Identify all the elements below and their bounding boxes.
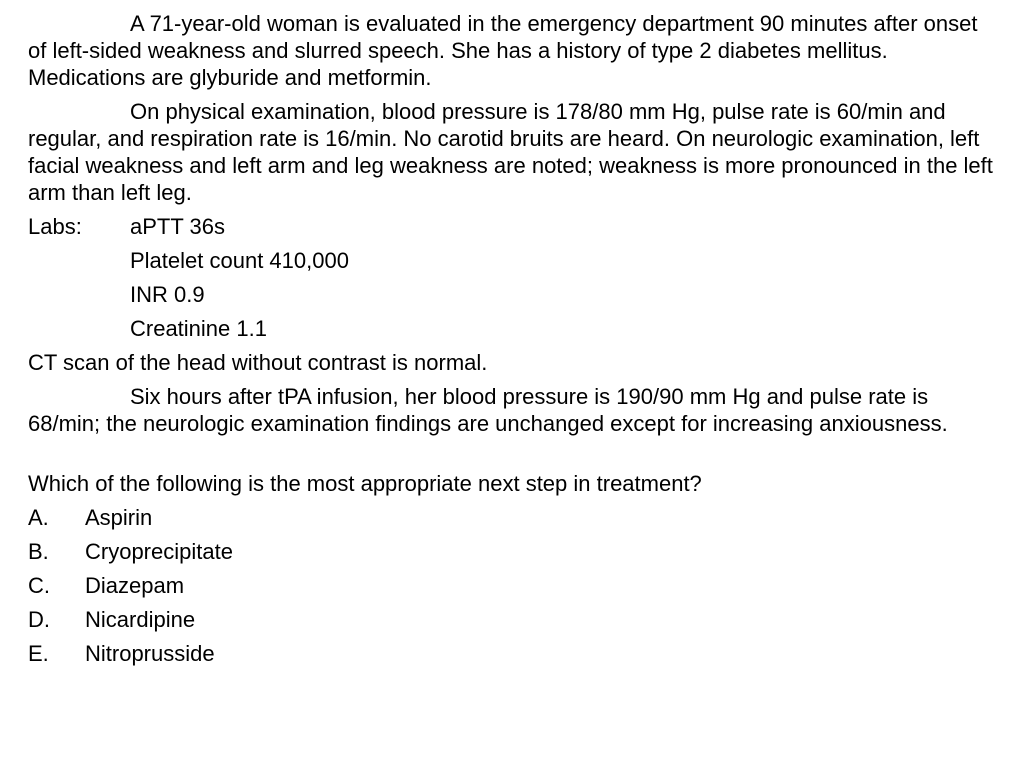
lab-value-creatinine: Creatinine 1.1: [130, 316, 267, 341]
physical-exam-paragraph: On physical examination, blood pressure is 178/80 mm Hg, pulse rate is 60/min and regular, and respiration rate is 16/min. No carotid bruits are heard. On neurologic examination, left facial weakness and left arm and leg weakness are noted; weakness is more pronounced in the left arm than left leg.: [28, 99, 993, 205]
answer-options: [28, 504, 1000, 667]
option-letter: A.: [28, 505, 49, 530]
option-text: Cryoprecipitate: [85, 539, 233, 564]
lab-row: [28, 281, 1000, 308]
option-letter: B.: [28, 539, 49, 564]
lab-row: [28, 247, 1000, 274]
ct-scan-paragraph: CT scan of the head without contrast is normal.: [28, 350, 488, 375]
option-letter: C.: [28, 573, 50, 598]
option-text: Aspirin: [85, 505, 153, 530]
answer-option-b: [28, 538, 1000, 565]
lab-row: [28, 315, 1000, 342]
lab-value-aptt: aPTT 36s: [130, 214, 225, 239]
answer-option-a: [28, 504, 1000, 531]
option-letter: E.: [28, 641, 49, 666]
lab-value-platelets: Platelet count 410,000: [130, 248, 349, 273]
labs-list: [28, 213, 1000, 342]
answer-option-d: [28, 606, 1000, 633]
followup-paragraph: Six hours after tPA infusion, her blood pressure is 190/90 mm Hg and pulse rate is 68/min; the neurologic examination findings are unchanged except for increasing anxiousness.: [28, 384, 948, 436]
lab-value-inr: INR 0.9: [130, 282, 205, 307]
option-text: Nitroprusside: [85, 641, 215, 666]
option-letter: D.: [28, 607, 50, 632]
option-text: Nicardipine: [85, 607, 196, 632]
question-stem: Which of the following is the most appropriate next step in treatment?: [28, 471, 702, 496]
answer-option-e: [28, 640, 1000, 667]
case-history-paragraph: A 71-year-old woman is evaluated in the emergency department 90 minutes after onset of left-sided weakness and slurred speech. She has a history of type 2 diabetes mellitus. Medications are glyburide and metformin.: [28, 11, 978, 90]
answer-option-c: [28, 572, 1000, 599]
question-slide: [28, 10, 1000, 667]
labs-heading: Labs:: [28, 214, 82, 239]
option-text: Diazepam: [85, 573, 185, 598]
lab-row: [28, 213, 1000, 240]
